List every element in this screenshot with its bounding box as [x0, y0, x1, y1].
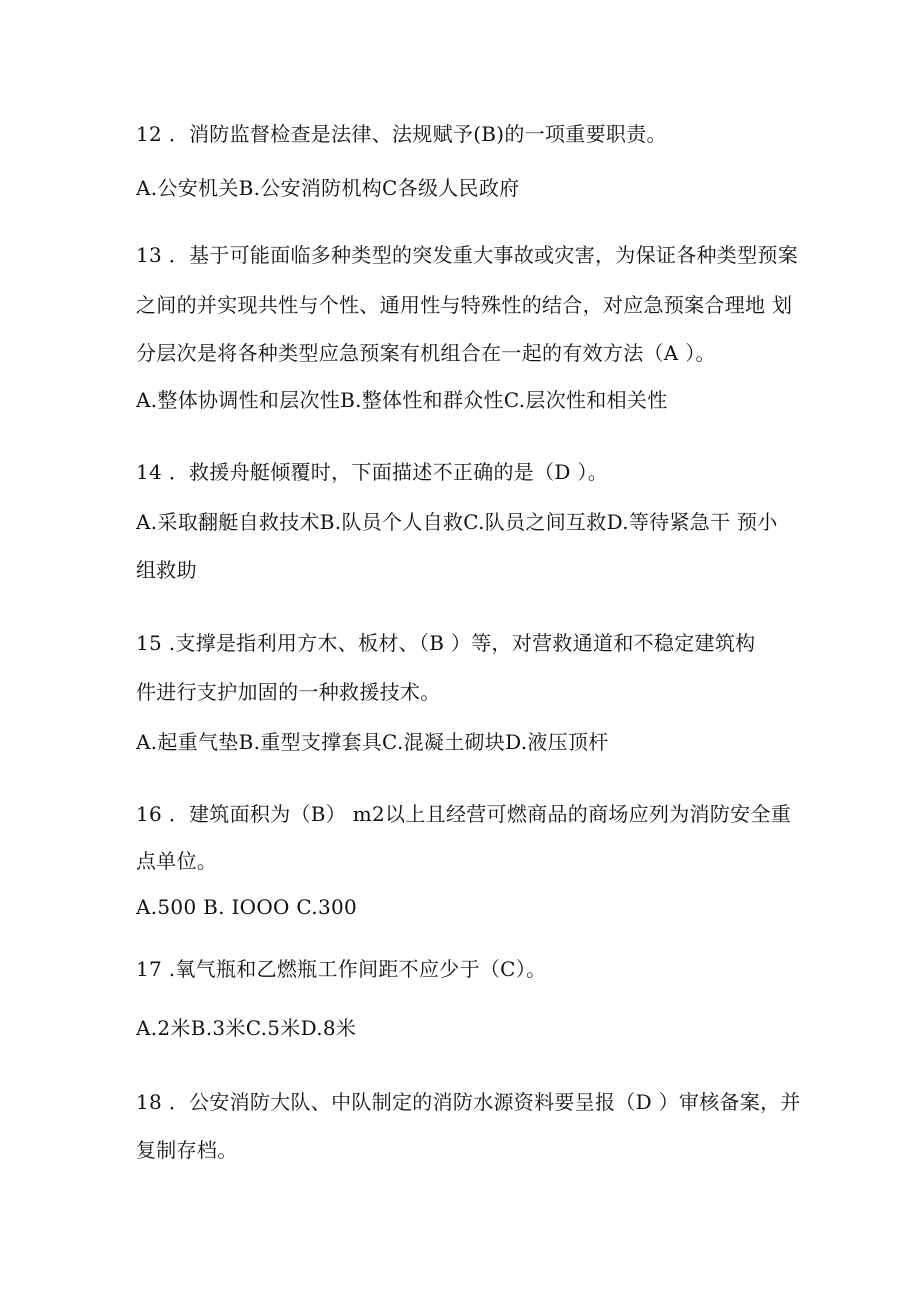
- question-15-options: A.起重气垫B.重型支撑套具C.混凝土砌块D.液压顶杆: [136, 730, 609, 754]
- question-14-options-line-2: 组救助: [136, 558, 197, 582]
- question-13-text-line-3: 分层次是将各种类型应急预案有机组合在一起的有效方法（A ）。: [136, 341, 716, 365]
- question-12-options: A.公安机关B.公安消防机构C各级人民政府: [136, 176, 520, 200]
- question-18-text-line-2: 复制存档。: [136, 1138, 238, 1162]
- question-18-text-line-1: 18 ．公安消防大队、中队制定的消防水源资料要呈报（D ）审核备案，并: [136, 1090, 801, 1114]
- question-12-text: 12 ．消防监督检查是法律、法规赋予(B)的一项重要职责。: [136, 122, 667, 146]
- question-17-options: A.2米B.3米C.5米D.8米: [136, 1016, 357, 1040]
- question-16-text-line-2: 点单位。: [136, 849, 218, 873]
- question-15-text-line-2: 件进行支护加固的一种救援技术。: [136, 680, 441, 704]
- question-14-text: 14 ．救援舟艇倾覆时，下面描述不正确的是（D ）。: [136, 460, 608, 484]
- question-16-options: A.500 B. IOOO C.300: [136, 895, 358, 919]
- question-15-text-line-1: 15 .支撑是指利用方木、板材、（B ）等，对营救通道和不稳定建筑构: [136, 631, 756, 655]
- question-13-options: A.整体协调性和层次性B.整体性和群众性C.层次性和相关性: [136, 388, 668, 412]
- question-17-text: 17 .氧气瓶和乙燃瓶工作间距不应少于（C）。: [136, 957, 547, 981]
- question-16-text-line-1: 16 ．建筑面积为（B） m2以上且经营可燃商品的商场应列为消防安全重: [136, 802, 792, 826]
- question-13-text-line-2: 之间的并实现共性与个性、通用性与特殊性的结合，对应急预案合理地 划: [136, 293, 793, 317]
- question-14-options-line-1: A.采取翻艇自救技术B.队员个人自救C.队员之间互救D.等待紧急干 预小: [136, 510, 778, 534]
- question-13-text-line-1: 13 ．基于可能面临多种类型的突发重大事故或灾害，为保证各种类型预案: [136, 243, 799, 267]
